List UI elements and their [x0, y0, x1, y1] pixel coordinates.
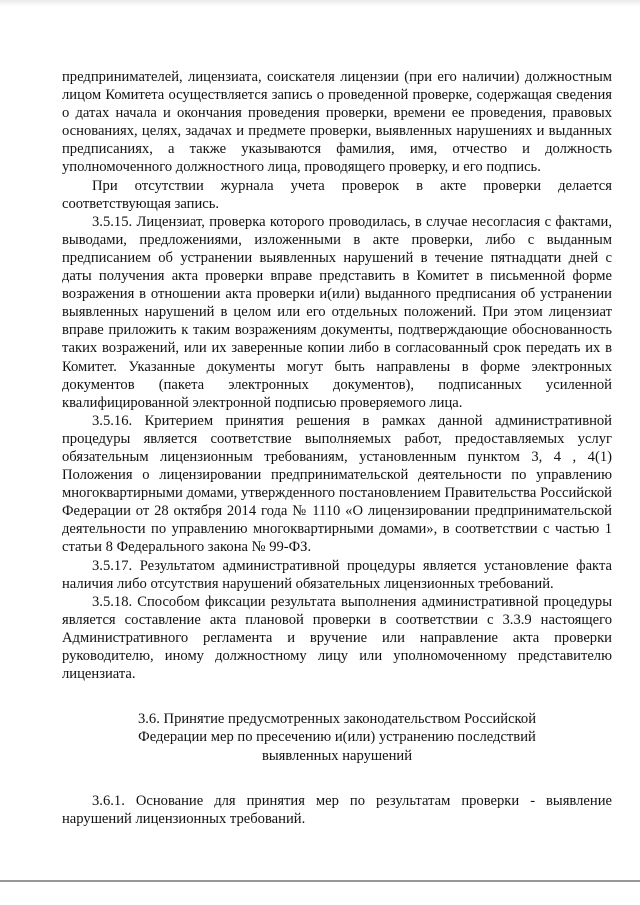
paragraph-3-5-15: 3.5.15. Лицензиат, проверка которого проводилась, в случае несогласия с фактами, выводами, предложениями, изложенными в акте проверки, либо с выданным предписанием об устранении выявленных нарушений в течение пятнадцати дней с даты получения акта проверки вправе представить в Комитет в письменной форме возражения в отношении акта проверки и(или) выданного предписания об устранении выявленных нарушений в целом или его отдельных положений. При этом лицензиат вправе приложить к таким возражениям документы, подтверждающие обоснованность таких возражений, или их заверенные копии либо в согласованный срок передать их в Комитет. Указанные документы могут быть направлены в форме электронных документов (пакета электронных документов), подписанных усиленной квалифицированной электронной подписью проверяемого лица.: [62, 213, 612, 411]
scan-top-edge: [0, 0, 640, 6]
section-heading-line: Федерации мер по пресечению и(или) устранению последствий: [138, 729, 536, 746]
paragraph-3-6-1: 3.6.1. Основание для принятия мер по результатам проверки - выявление нарушений лицензионных требований.: [62, 793, 612, 828]
paragraph-3-5-18: 3.5.18. Способом фиксации результата выполнения административной процедуры является составление акта плановой проверки в соответствии с 3.3.9 настоящего Административного регламента и вручение или направление акта проверки руководителю, иному должностному лицу или уполномоченному представителю лицензиата.: [62, 593, 612, 683]
section-heading-line: выявленных нарушений: [261, 747, 413, 764]
scan-bottom-line: [0, 880, 640, 882]
paragraph-3-5-16: 3.5.16. Критерием принятия решения в рамках данной административной процедуры является соответствие выполняемых работ, предоставляемых услуг обязательным лицензионным требованиям, установленным пунктом 3, 4 , 4(1) Положения о лицензировании предпринимательской деятельности по управлению многоквартирными домами, утвержденного постановлением Правительства Российской Федерации от 28 октября 2014 года № 1110 «О лицензировании предпринимательской деятельности по управлению многоквартирными домами», в соответствии с частью 1 статьи 8 Федерального закона № 99-ФЗ.: [62, 412, 612, 556]
document-body: [62, 68, 612, 828]
section-heading-line: 3.6. Принятие предусмотренных законодательством Российской: [137, 711, 536, 728]
paragraph-journal-absence: При отсутствии журнала учета проверок в акте проверки делается соответствующая запись.: [62, 177, 612, 212]
paragraph-3-5-17: 3.5.17. Результатом административной процедуры является установление факта наличия либо отсутствия нарушений обязательных лицензионных требований.: [62, 557, 612, 592]
section-heading-3-6: [62, 710, 612, 765]
paragraph-continuation: предпринимателей, лицензиата, соискателя лицензии (при его наличии) должностным лицом Комитета осуществляется запись о проведенной проверке, содержащая сведения о датах начала и окончания проведения проверки, времени ее проведения, правовых основаниях, целях, задачах и предмете проверки, выявленных нарушениях и выданных предписаниях, а также указываются фамилия, имя, отчество и должность уполномоченного должностного лица, проводящего проверку, и его подпись.: [62, 69, 612, 176]
